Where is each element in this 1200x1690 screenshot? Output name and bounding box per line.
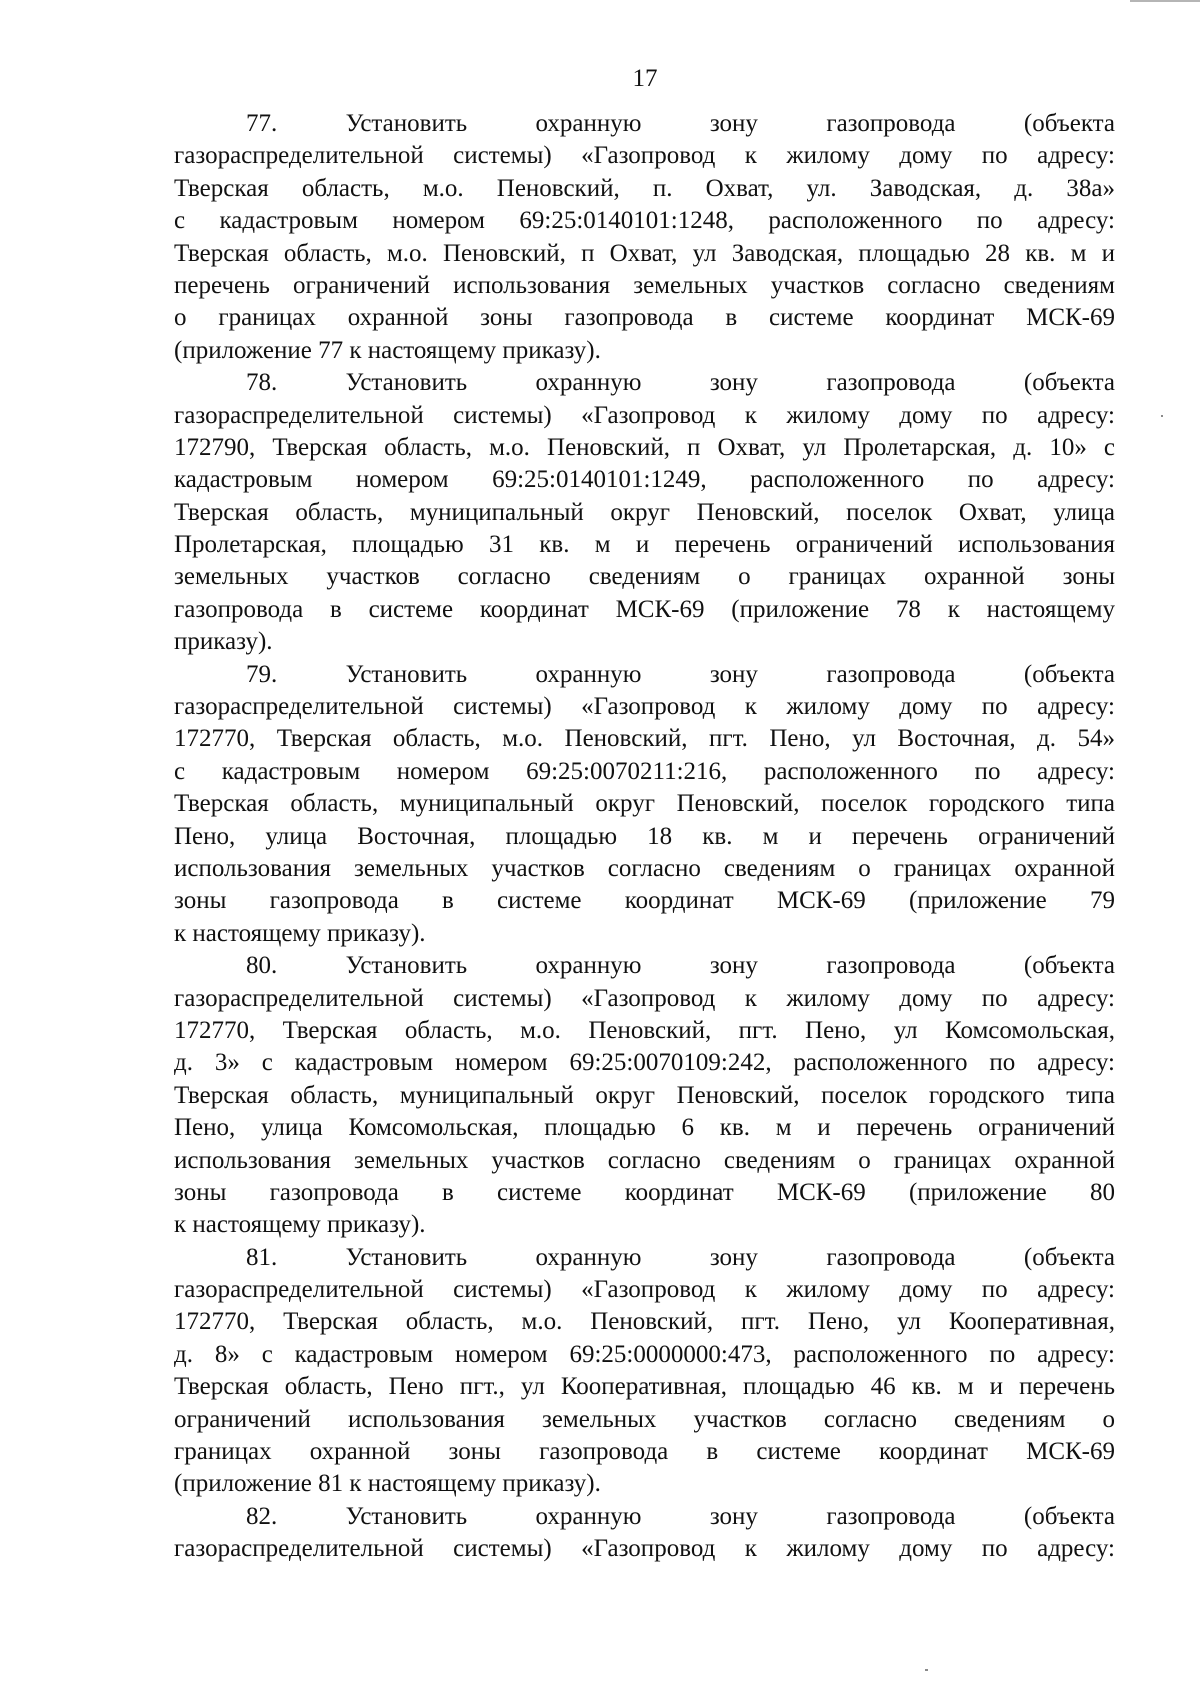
paragraph-line: Тверская область, муниципальный округ Пеновский, поселок Охват, улица (174, 498, 1115, 526)
paragraph-line: Тверская область, м.о. Пеновский, п Охват, ул Заводская, площадью 28 кв. м и (174, 239, 1115, 267)
paragraph-item-80 (174, 950, 1115, 1242)
paragraph-line: зоны газопровода в системе координат МСК-69 (приложение 79 (174, 887, 1115, 915)
paragraph-item-78 (174, 367, 1115, 659)
paragraph-line: газопровода в системе координат МСК-69 (приложение 78 к настоящему (174, 595, 1115, 623)
paragraph-line: зоны газопровода в системе координат МСК-69 (приложение 80 (174, 1178, 1115, 1206)
paragraph-line: Тверская область, м.о. Пеновский, п. Охват, ул. Заводская, д. 38а» (174, 174, 1115, 202)
paragraph-line: к настоящему приказу). (174, 919, 426, 947)
paragraph-line: Пено, улица Комсомольская, площадью 6 кв. м и перечень ограничений (174, 1114, 1115, 1142)
paragraph-line: границах охранной зоны газопровода в системе координат МСК-69 (174, 1438, 1115, 1466)
paragraph-line: газораспределительной системы) «Газопровод к жилому дому по адресу: (174, 401, 1115, 429)
paragraph-item-79 (174, 659, 1115, 951)
paragraph-line: Тверская область, Пено пгт., ул Кооперативная, площадью 46 кв. м и перечень (174, 1373, 1115, 1401)
paragraph-line: газораспределительной системы) «Газопровод к жилому дому по адресу: (174, 984, 1115, 1012)
paragraph-line: Пено, улица Восточная, площадью 18 кв. м и перечень ограничений (174, 822, 1115, 850)
paragraph-line: 82. Установить охранную зону газопровода (объекта (246, 1502, 1115, 1530)
document-body (174, 108, 1115, 1566)
paragraph-line: Тверская область, муниципальный округ Пеновский, поселок городского типа (174, 1081, 1115, 1109)
paragraph-line: 81. Установить охранную зону газопровода (объекта (246, 1243, 1115, 1271)
paragraph-item-82 (174, 1501, 1115, 1566)
paragraph-line: ограничений использования земельных участков согласно сведениям о (174, 1405, 1115, 1433)
paragraph-line: газораспределительной системы) «Газопровод к жилому дому по адресу: (174, 693, 1115, 721)
paragraph-line: с кадастровым номером 69:25:0140101:1248, расположенного по адресу: (174, 207, 1115, 235)
paragraph-line: газораспределительной системы) «Газопровод к жилому дому по адресу: (174, 142, 1115, 170)
paragraph-line: 172770, Тверская область, м.о. Пеновский, пгт. Пено, ул Комсомольская, (174, 1016, 1115, 1044)
paragraph-line: перечень ограничений использования земельных участков согласно сведениям (174, 271, 1115, 299)
paragraph-line: приказу). (174, 628, 273, 656)
paragraph-line: использования земельных участков согласно сведениям о границах охранной (174, 1146, 1115, 1174)
paragraph-line: использования земельных участков согласно сведениям о границах охранной (174, 854, 1115, 882)
scan-artifact-top (1130, 0, 1200, 2)
paragraph-item-81 (174, 1242, 1115, 1501)
paragraph-line: Тверская область, муниципальный округ Пеновский, поселок городского типа (174, 790, 1115, 818)
paragraph-line: Пролетарская, площадью 31 кв. м и перечень ограничений использования (174, 531, 1115, 559)
paragraph-line: д. 3» с кадастровым номером 69:25:0070109:242, расположенного по адресу: (174, 1049, 1115, 1077)
paragraph-line: с кадастровым номером 69:25:0070211:216, расположенного по адресу: (174, 757, 1115, 785)
paragraph-line: 77. Установить охранную зону газопровода (объекта (246, 110, 1115, 137)
paragraph-line: 79. Установить охранную зону газопровода (объекта (246, 660, 1115, 688)
paragraph-line: д. 8» с кадастровым номером 69:25:0000000:473, расположенного по адресу: (174, 1340, 1115, 1368)
paragraph-line: газораспределительной системы) «Газопровод к жилому дому по адресу: (174, 1276, 1115, 1304)
paragraph-line: (приложение 77 к настоящему приказу). (174, 336, 601, 364)
paragraph-line: 172770, Тверская область, м.о. Пеновский, пгт. Пено, ул Кооперативная, (174, 1308, 1115, 1336)
scan-artifact-dot (925, 1669, 928, 1671)
paragraph-line: земельных участков согласно сведениям о границах охранной зоны (174, 563, 1115, 591)
paragraph-line: 80. Установить охранную зону газопровода (объекта (246, 952, 1115, 980)
paragraph-line: (приложение 81 к настоящему приказу). (174, 1470, 601, 1498)
paragraph-line: к настоящему приказу). (174, 1211, 426, 1239)
scan-artifact-dot (1161, 415, 1163, 417)
paragraph-line: 78. Установить охранную зону газопровода (объекта (246, 369, 1115, 397)
paragraph-line: о границах охранной зоны газопровода в системе координат МСК-69 (174, 304, 1115, 332)
paragraph-item-77 (174, 108, 1115, 367)
paragraph-line: газораспределительной системы) «Газопровод к жилому дому по адресу: (174, 1535, 1115, 1563)
paragraph-line: 172770, Тверская область, м.о. Пеновский, пгт. Пено, ул Восточная, д. 54» (174, 725, 1115, 753)
paragraph-line: кадастровым номером 69:25:0140101:1249, расположенного по адресу: (174, 466, 1115, 494)
paragraph-line: 172790, Тверская область, м.о. Пеновский, п Охват, ул Пролетарская, д. 10» с (174, 433, 1115, 461)
page-number: 17 (632, 65, 658, 92)
